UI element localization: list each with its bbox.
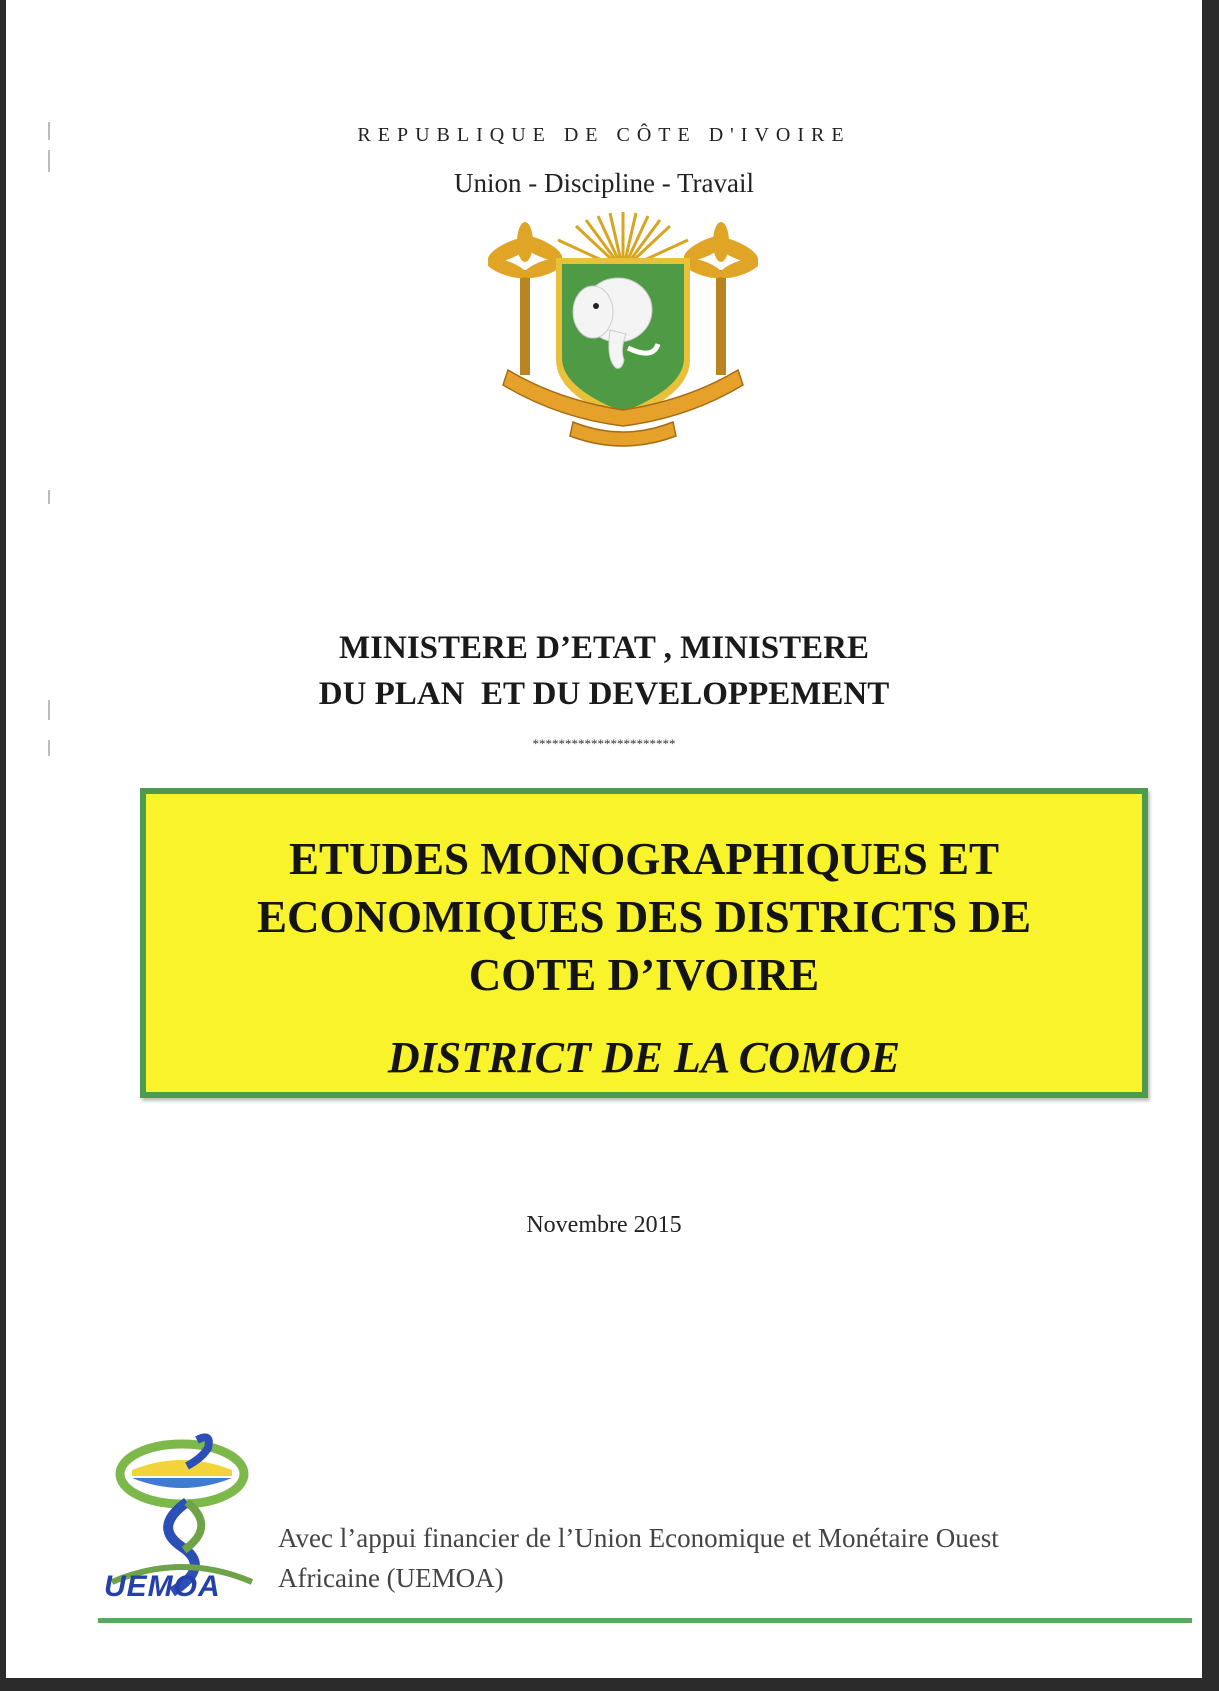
title-line-3: COTE D’IVOIRE [468, 950, 820, 1000]
title-line-2: ECONOMIQUES DES DISTRICTS DE [257, 892, 1031, 942]
support-line-1: Avec l’appui financier de l’Union Economique et Monétaire Ouest [278, 1523, 999, 1553]
support-line-2: Africaine (UEMOA) [278, 1563, 504, 1593]
title-line-1: ETUDES MONOGRAPHIQUES ET [288, 834, 1000, 884]
ministry-name [6, 625, 1202, 717]
separator-stars: ********************** [532, 736, 676, 751]
title-box [140, 788, 1148, 1098]
ministry-line-1: MINISTERE D’ETAT , MINISTERE [339, 630, 869, 666]
footer-divider [98, 1618, 1192, 1623]
national-motto: Union - Discipline - Travail [454, 168, 754, 198]
document-page [6, 0, 1202, 1678]
uemoa-logo-text: UEMOA [104, 1570, 221, 1603]
republic-header: REPUBLIQUE DE CÔTE D'IVOIRE [357, 124, 851, 146]
document-title [146, 830, 1142, 1004]
coat-of-arms-icon [488, 210, 758, 455]
document-subtitle: DISTRICT DE LA COMOE [387, 1033, 901, 1082]
publication-date: Novembre 2015 [526, 1212, 682, 1238]
ministry-line-2: DU PLAN ET DU DEVELOPPEMENT [318, 676, 890, 712]
financial-support-note [278, 1518, 1158, 1598]
